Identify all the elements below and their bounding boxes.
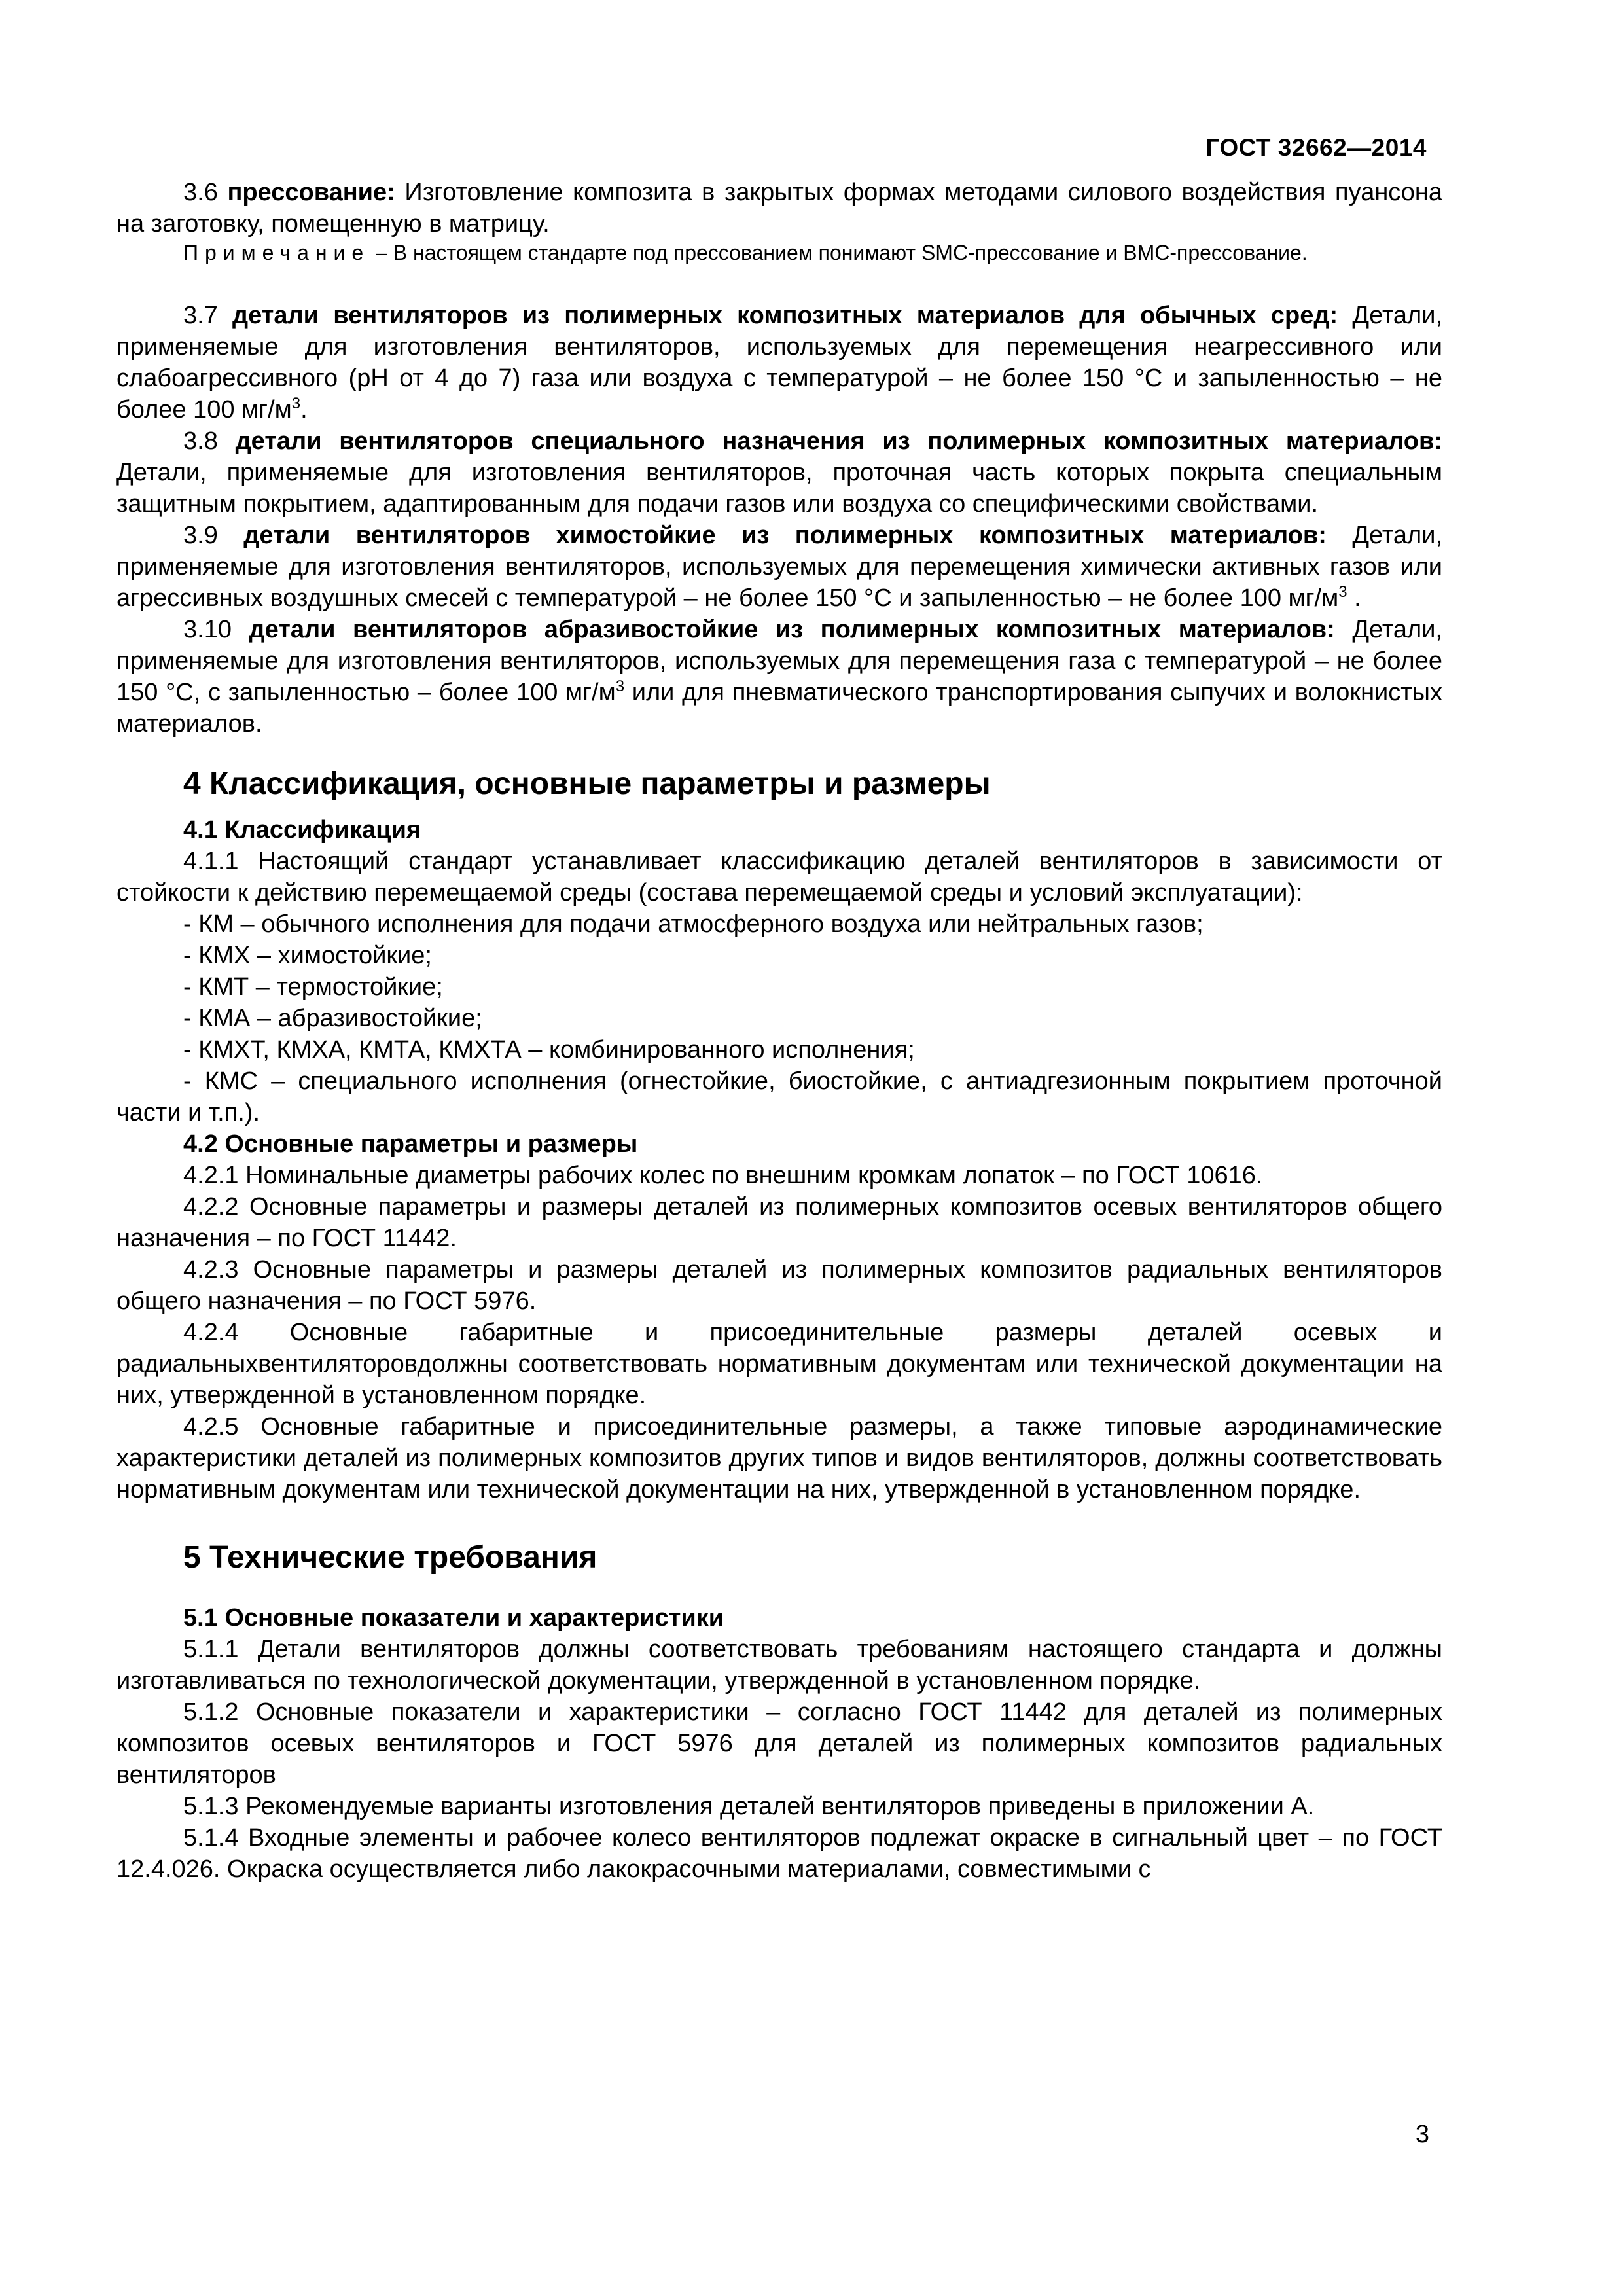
subsection-4-1-heading: 4.1 Классификация — [183, 816, 421, 844]
note-3-6: Примечание – В настоящем стандарте под прессованием понимают SMC-прессование и BMC-прессование. — [183, 241, 1308, 264]
page-number: 3 — [1415, 2121, 1429, 2148]
paragraph-5-1-4: 5.1.4 Входные элементы и рабочее колесо вентиляторов подлежат окраске в сигнальный цвет – по ГОСТ 12.4.026. Окраска осуществляется либо лакокрасочными материалами, совместимыми с — [116, 1824, 1442, 1883]
term: детали вентиляторов специального назначения из полимерных композитных материалов: — [235, 427, 1442, 455]
term: прессование: — [227, 179, 395, 206]
subsection-5-1-heading: 5.1 Основные показатели и характеристики — [183, 1604, 724, 1632]
paragraph-4-2-5: 4.2.5 Основные габаритные и присоединительные размеры, а также типовые аэродинамические характеристики деталей из полимерных композитов других типов и видов вентиляторов, должны соответствовать нормативным документам или технической документации на них, утвержденной в установленном порядке. — [116, 1413, 1442, 1503]
paragraph-4-2-2: 4.2.2 Основные параметры и размеры деталей из полимерных композитов осевых вентиляторов общего назначения – по ГОСТ 11442. — [116, 1193, 1442, 1252]
paragraph-5-1-2: 5.1.2 Основные показатели и характеристики – согласно ГОСТ 11442 для деталей из полимерных композитов осевых вентиляторов и ГОСТ 5976 для деталей из полимерных композитов радиальных вентиляторов — [116, 1698, 1442, 1789]
definition-3-6: 3.6 прессование: Изготовление композита в закрытых формах методами силового воздействия пуансона на заготовку, помещенную в матрицу. — [116, 179, 1442, 238]
paragraph-5-1-1: 5.1.1 Детали вентиляторов должны соответствовать требованиям настоящего стандарта и должны изготавливаться по технологической документации, утвержденной в установленном порядке. — [116, 1636, 1442, 1695]
list-item: - КМХТ, КМХА, КМТА, КМХТА – комбинированного исполнения; — [183, 1036, 915, 1064]
term: детали вентиляторов химостойкие из полимерных композитных материалов: — [243, 522, 1327, 549]
list-item: - КМТ – термостойкие; — [183, 973, 443, 1001]
paragraph-5-1-3: 5.1.3 Рекомендуемые варианты изготовления деталей вентиляторов приведены в приложении А. — [183, 1793, 1315, 1820]
term: детали вентиляторов из полимерных композитных материалов для обычных сред: — [232, 302, 1338, 329]
section-5-heading: 5 Технические требования — [183, 1540, 597, 1575]
note-label: Примечание — [183, 241, 370, 264]
section-4-heading: 4 Классификация, основные параметры и размеры — [183, 766, 991, 801]
definition-3-8: 3.8 детали вентиляторов специального назначения из полимерных композитных материалов: Детали, применяемые для изготовления вентиляторов, проточная часть которых покрыта специальным защитным покрытием, адаптированным для подачи газов или воздуха со специфическими свойствами. — [116, 427, 1442, 518]
paragraph-4-2-3: 4.2.3 Основные параметры и размеры деталей из полимерных композитов радиальных вентиляторов общего назначения – по ГОСТ 5976. — [116, 1256, 1442, 1315]
subsection-4-2-heading: 4.2 Основные параметры и размеры — [183, 1130, 638, 1158]
list-item: - КМ – обычного исполнения для подачи атмосферного воздуха или нейтральных газов; — [183, 910, 1204, 938]
paragraph-4-1-1: 4.1.1 Настоящий стандарт устанавливает классификацию деталей вентиляторов в зависимости от стойкости к действию перемещаемой среды (состава перемещаемой среды и условий эксплуатации): — [116, 848, 1442, 906]
paragraph-4-2-4: 4.2.4 Основные габаритные и присоединительные размеры деталей осевых и радиальныхвентиляторовдолжны соответствовать нормативным документам или технической документации на них, утвержденной в установленном порядке. — [116, 1319, 1442, 1409]
page-content — [116, 177, 1442, 1885]
list-item: - КМА – абразивостойкие; — [183, 1005, 482, 1032]
standard-number: ГОСТ 32662—2014 — [1205, 134, 1427, 161]
list-item: - КМС – специального исполнения (огнестойкие, биостойкие, с антиадгезионным покрытием проточной части и т.п.). — [116, 1067, 1442, 1126]
definition-3-9: 3.9 детали вентиляторов химостойкие из полимерных композитных материалов: Детали, применяемые для изготовления вентиляторов, используемых для перемещения химически активных газов или агрессивных воздушных смесей с температурой – не более 150 °С и запыленностью – не более 100 $мг/м^3$ . — [116, 522, 1442, 612]
list-item: - КМХ – химостойкие; — [183, 942, 432, 969]
term: детали вентиляторов абразивостойкие из полимерных композитных материалов: — [249, 616, 1335, 643]
paragraph-4-2-1: 4.2.1 Номинальные диаметры рабочих колес по внешним кромкам лопаток – по ГОСТ 10616. — [183, 1162, 1263, 1189]
definition-3-7: 3.7 детали вентиляторов из полимерных композитных материалов для обычных сред: Детали, применяемые для изготовления вентиляторов, используемых для перемещения неагрессивного или слабоагрессивного (рН от 4 до 7) газа или воздуха с температурой – не более 150 °С и запыленностью – не более 100 $мг/м^3$. — [116, 302, 1443, 423]
definition-3-10: 3.10 детали вентиляторов абразивостойкие из полимерных композитных материалов: Детали, применяемые для изготовления вентиляторов, используемых для перемещения газа с температурой – не более 150 °С, с запыленностью – более 100 $мг/м^3$ или для пневматического транспортирования сыпучих и волокнистых материалов. — [116, 616, 1442, 738]
